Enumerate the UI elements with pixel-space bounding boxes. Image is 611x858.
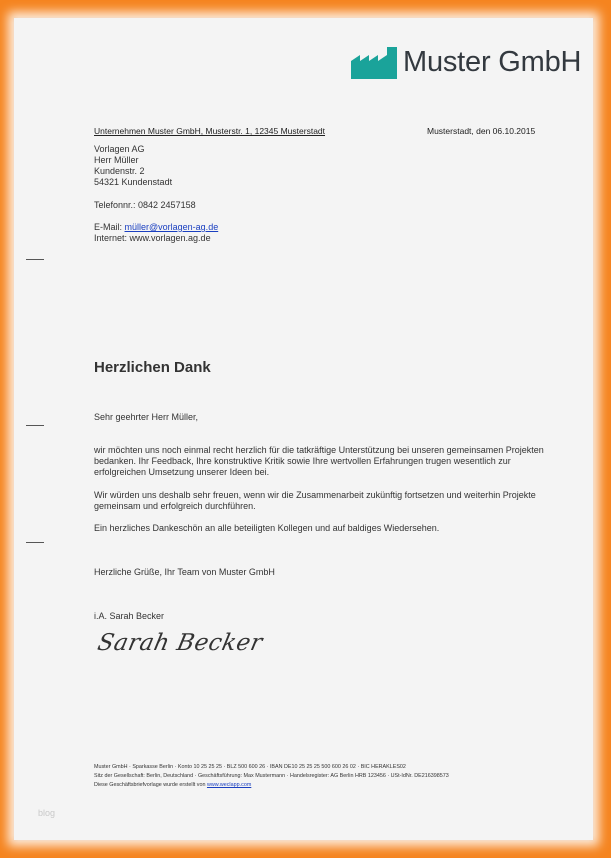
watermark: blog bbox=[38, 808, 56, 818]
company-logo bbox=[351, 46, 581, 79]
body-paragraph: Wir würden uns deshalb sehr freuen, wenn wir die Zusammenarbeit zukünftig fortsetzen und weiterhin Projekte gemeinsam und erfolgreich durchführen. bbox=[94, 490, 536, 511]
recipient-street: Kundenstr. 2 bbox=[94, 166, 145, 176]
letter-title: Herzlichen Dank bbox=[94, 359, 211, 376]
closing: Herzliche Grüße, Ihr Team von Muster GmbH bbox=[94, 567, 275, 577]
punch-mark bbox=[26, 425, 44, 426]
letter-footer bbox=[94, 763, 449, 790]
recipient-company: Vorlagen AG bbox=[94, 144, 145, 154]
footer-link[interactable]: www.weclapp.com bbox=[206, 782, 252, 788]
phone-number: Telefonnr.: 0842 2457158 bbox=[94, 200, 196, 210]
letter-page bbox=[14, 18, 593, 840]
letter-date: Musterstadt, den 06.10.2015 bbox=[427, 126, 536, 136]
body-paragraph: wir möchten uns noch einmal recht herzlich für die tatkräftige Unterstützung bei unseren gemeinsamen Projekten bedanken. Ihr Feedback, Ihre konstruktive Kritik sowie Ihre wertvollen Erfahrungen trugen wesentlich zur erfolgreichen Umsetzung unserer Ideen bei. bbox=[94, 445, 544, 477]
logo-company-name: Muster GmbH bbox=[403, 46, 582, 78]
email-label: E-Mail: bbox=[94, 222, 125, 232]
recipient-name: Herr Müller bbox=[94, 155, 139, 165]
recipient-address bbox=[94, 144, 172, 188]
factory-icon bbox=[351, 47, 397, 79]
fold-mark bbox=[26, 259, 44, 260]
email-link[interactable]: müller@vorlagen-ag.de bbox=[124, 222, 219, 232]
footer-credit: Diese Geschäftsbriefvorlage wurde erstellt von bbox=[94, 782, 207, 788]
internet-address: Internet: www.vorlagen.ag.de bbox=[94, 233, 211, 243]
contact-block bbox=[94, 222, 218, 244]
handwritten-signature: Sarah Becker bbox=[95, 630, 266, 656]
fold-mark bbox=[26, 542, 44, 543]
sender-line: Unternehmen Muster GmbH, Musterstr. 1, 12345 Musterstadt bbox=[94, 126, 326, 136]
footer-bank-line: Muster GmbH · Sparkasse Berlin · Konto 10 25 25 25 · BLZ 500 600 26 · IBAN DE10 25 25 25 500 600 26 02 · BIC HERAKLES02 bbox=[94, 764, 406, 770]
salutation: Sehr geehrter Herr Müller, bbox=[94, 412, 199, 422]
signer-name: i.A. Sarah Becker bbox=[94, 611, 165, 621]
footer-company-line: Sitz der Gesellschaft: Berlin, Deutschland · Geschäftsführung: Max Mustermann · Handelsregister: AG Berlin HRB 123456 · USt-IdNr. DE216398573 bbox=[94, 773, 449, 779]
body-paragraph: Ein herzliches Dankeschön an alle beteiligten Kollegen und auf baldiges Wiedersehen. bbox=[94, 523, 440, 533]
recipient-city: 54321 Kundenstadt bbox=[94, 177, 173, 187]
